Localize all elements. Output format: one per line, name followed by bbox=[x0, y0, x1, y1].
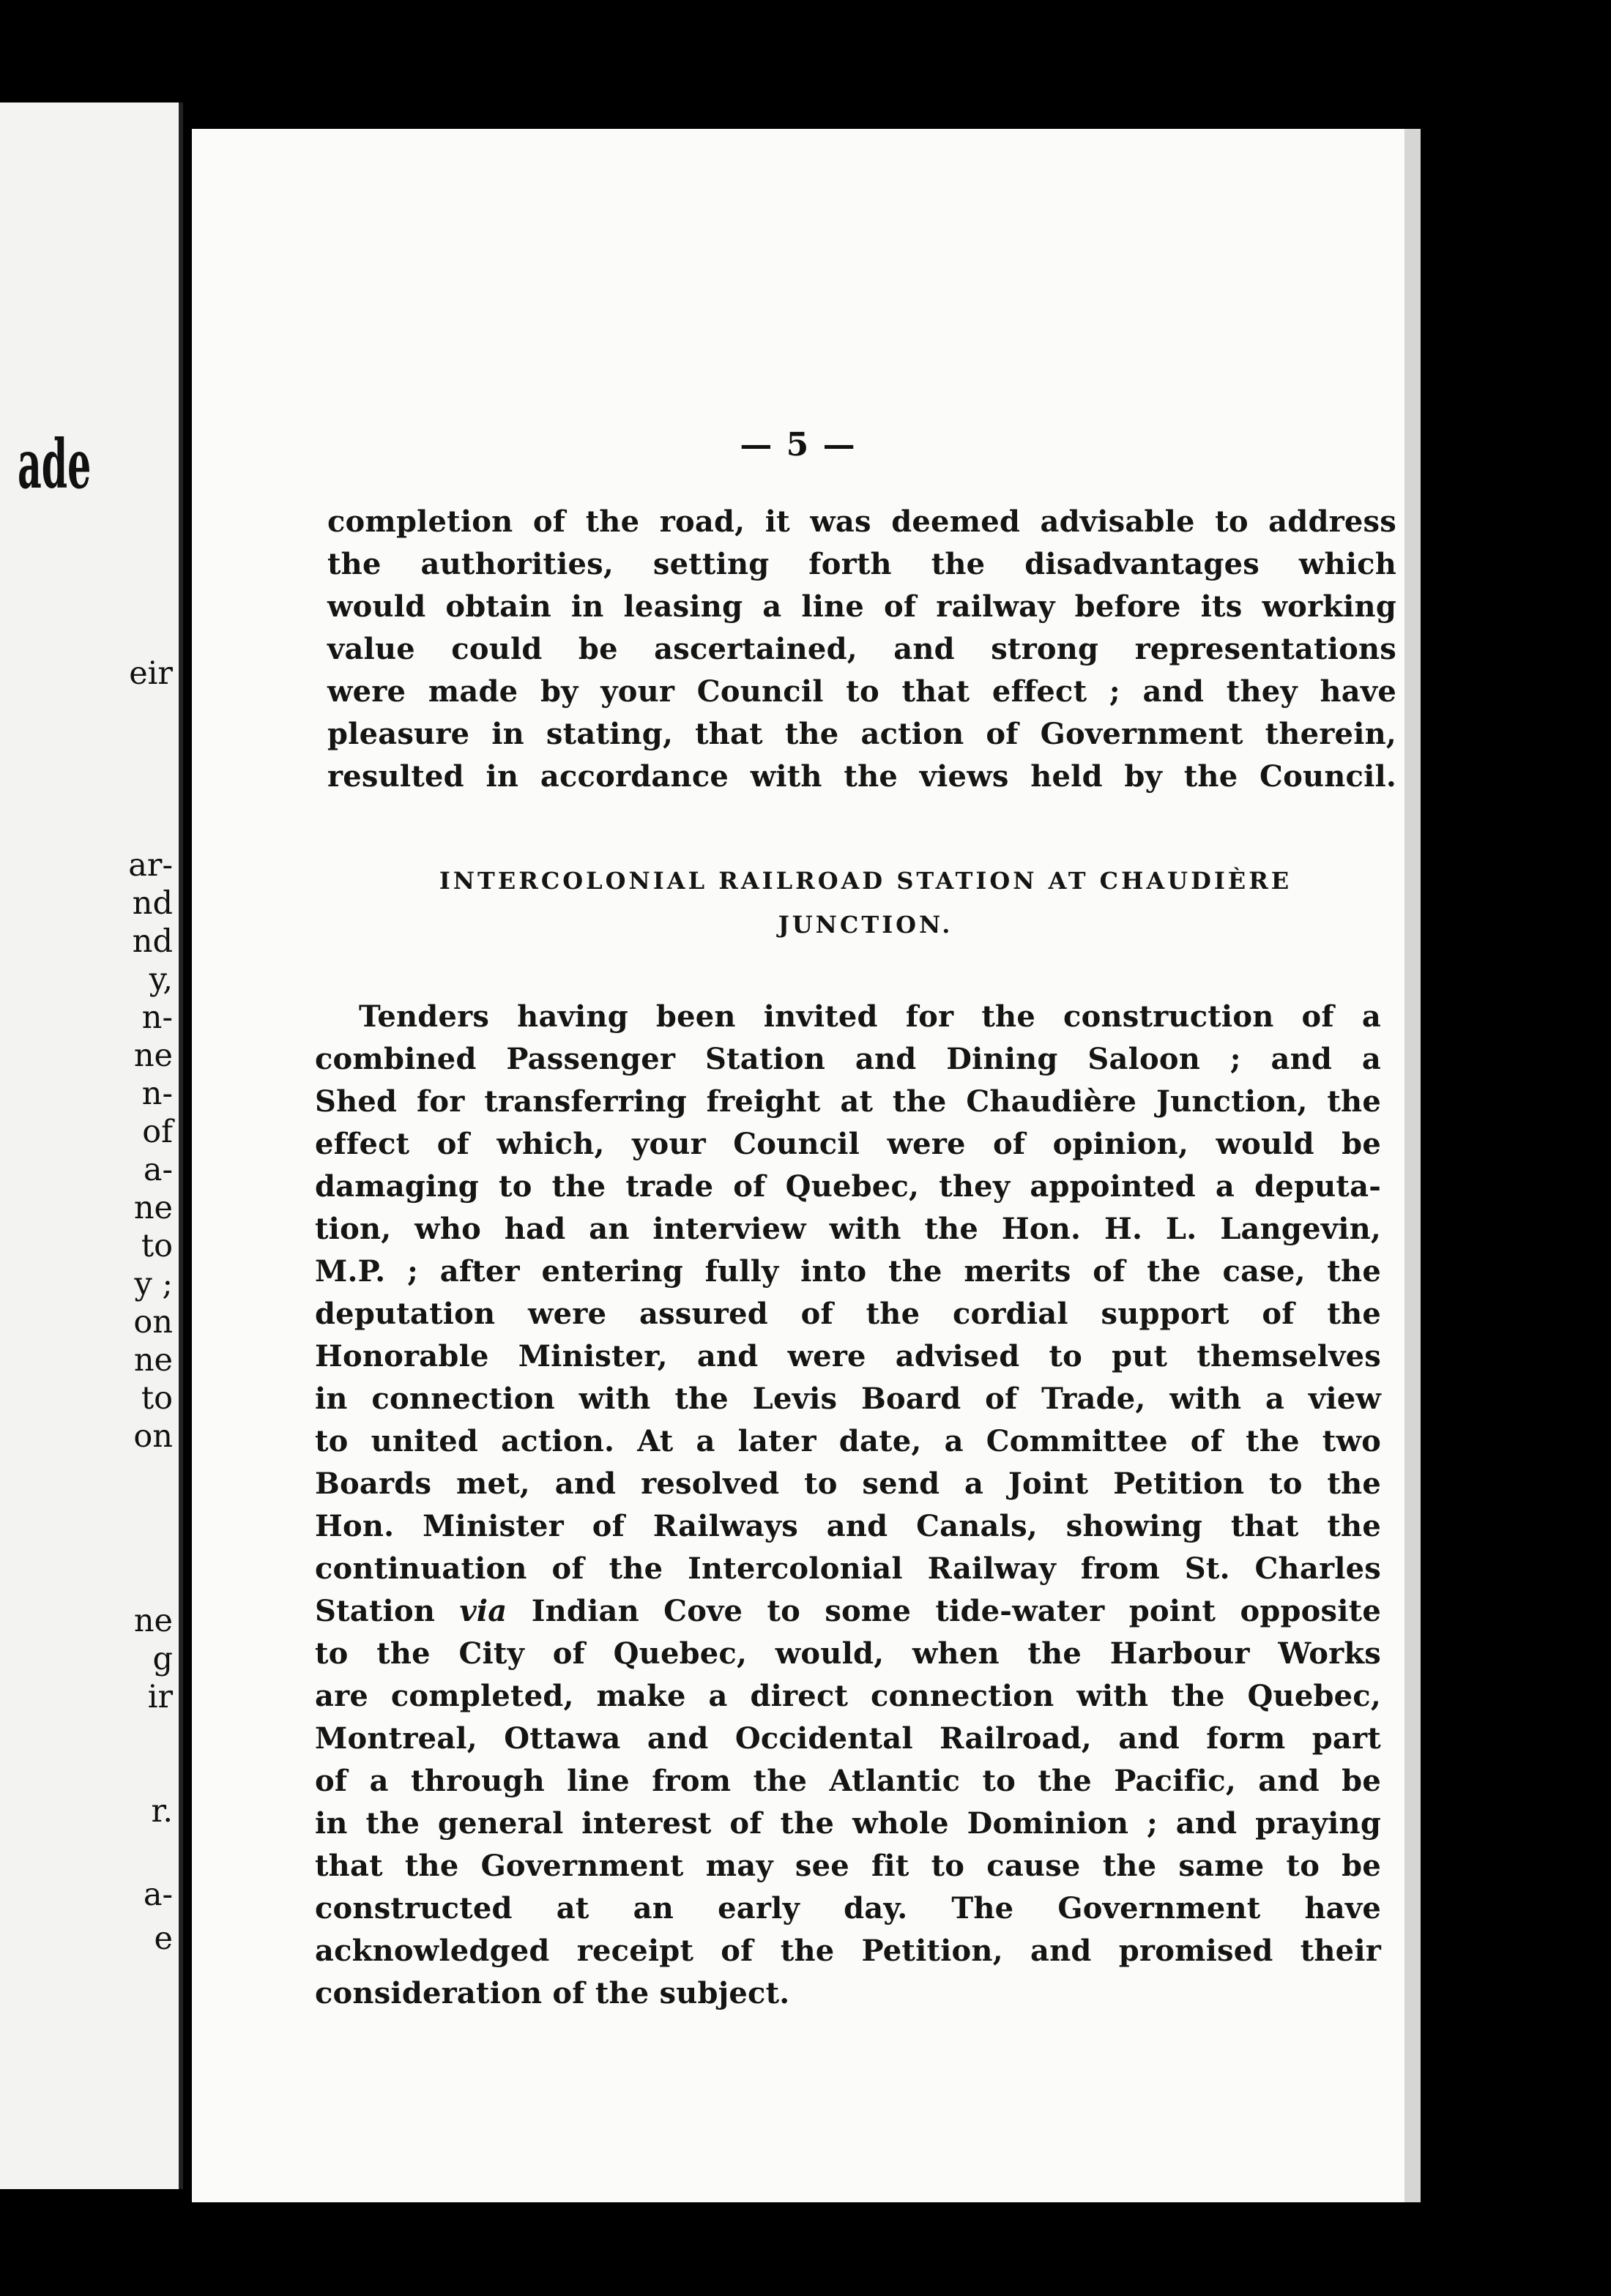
section-heading: INTERCOLONIAL RAILROAD STATION AT CHAUDIÈRE bbox=[439, 867, 1292, 895]
facing-page-fragment: nd bbox=[132, 885, 173, 922]
text-line: consideration of the subject. bbox=[315, 1976, 790, 2010]
text-line: constructed at an early day. The Government have bbox=[315, 1891, 1381, 1926]
facing-page-fragment: n- bbox=[141, 999, 173, 1036]
facing-page-fragment: a- bbox=[143, 1876, 173, 1913]
text-line: Tenders having been invited for the construction of a bbox=[359, 999, 1381, 1034]
document-page bbox=[192, 129, 1421, 2202]
text-line: resulted in accordance with the views held by the Council. bbox=[327, 759, 1396, 794]
text-line: are completed, make a direct connection with the Quebec, bbox=[315, 1679, 1381, 1713]
text-line: value could be ascertained, and strong representations bbox=[327, 632, 1396, 666]
facing-page-fragment: ir bbox=[147, 1679, 173, 1715]
text-line: M.P. ; after entering fully into the merits of the case, the bbox=[315, 1254, 1381, 1289]
text-line: were made by your Council to that effect ; and they have bbox=[327, 674, 1396, 709]
facing-page-fragment: ar- bbox=[128, 847, 173, 884]
text-line: in connection with the Levis Board of Trade, with a view bbox=[315, 1382, 1381, 1416]
facing-page-edge bbox=[0, 102, 183, 2189]
facing-page-fragment: ne bbox=[133, 1190, 173, 1226]
facing-page-fragment: a- bbox=[143, 1152, 173, 1188]
text-line: tion, who had an interview with the Hon. H. L. Langevin, bbox=[315, 1212, 1381, 1246]
text-line: that the Government may see fit to cause the same to be bbox=[315, 1849, 1381, 1883]
text-line: Honorable Minister, and were advised to put themselves bbox=[315, 1339, 1381, 1374]
facing-page-fragment: ne bbox=[133, 1342, 173, 1379]
text-segment: Station bbox=[315, 1594, 436, 1628]
text-line: continuation of the Intercolonial Railway from St. Charles bbox=[315, 1551, 1381, 1586]
facing-page-fragment: n- bbox=[141, 1076, 173, 1112]
facing-page-fragment: r. bbox=[151, 1793, 173, 1830]
section-heading-continued: JUNCTION. bbox=[778, 911, 953, 939]
facing-page-fragment: nd bbox=[132, 923, 173, 960]
facing-page-fragment: eir bbox=[129, 655, 173, 692]
facing-page-fragment: y, bbox=[149, 961, 173, 998]
facing-page-fragment: of bbox=[142, 1114, 173, 1150]
text-line: damaging to the trade of Quebec, they appointed a deputa- bbox=[315, 1169, 1381, 1204]
facing-page-fragment: e bbox=[154, 1920, 173, 1957]
text-segment: Indian Cove to some tide-water point opposite bbox=[531, 1594, 1381, 1628]
facing-page-fragment: ne bbox=[133, 1603, 173, 1639]
facing-page-title-fragment: ade bbox=[18, 425, 92, 504]
text-line: in the general interest of the whole Dominion ; and praying bbox=[315, 1806, 1381, 1841]
text-line: Hon. Minister of Railways and Canals, showing that the bbox=[315, 1509, 1381, 1543]
facing-page-fragment: on bbox=[133, 1304, 173, 1341]
italic-word: via bbox=[459, 1594, 507, 1628]
facing-page-fragment: to bbox=[141, 1228, 173, 1264]
facing-page-fragment: on bbox=[133, 1418, 173, 1455]
text-line: deputation were assured of the cordial support of the bbox=[315, 1297, 1381, 1331]
text-line: Montreal, Ottawa and Occidental Railroad, and form part bbox=[315, 1721, 1381, 1756]
text-line: Boards met, and resolved to send a Joint Petition to the bbox=[315, 1466, 1381, 1501]
page-number: — 5 — bbox=[740, 426, 857, 463]
facing-page-fragment: g bbox=[152, 1641, 173, 1677]
text-line: effect of which, your Council were of opinion, would be bbox=[315, 1127, 1381, 1161]
text-line: completion of the road, it was deemed advisable to address bbox=[327, 504, 1396, 539]
text-line: combined Passenger Station and Dining Saloon ; and a bbox=[315, 1042, 1381, 1076]
facing-page-fragment: y ; bbox=[134, 1266, 173, 1302]
text-line: to united action. At a later date, a Committee of the two bbox=[315, 1424, 1381, 1458]
text-line: would obtain in leasing a line of railway before its working bbox=[327, 589, 1396, 624]
text-line: the authorities, setting forth the disadvantages which bbox=[327, 547, 1396, 581]
text-line: acknowledged receipt of the Petition, and promised their bbox=[315, 1934, 1381, 1968]
facing-page-fragment: ne bbox=[133, 1037, 173, 1074]
text-line-with-italic bbox=[315, 1590, 1381, 1633]
facing-page-fragment: to bbox=[141, 1380, 173, 1417]
paragraph-railway-lease bbox=[327, 501, 1396, 798]
text-line: Shed for transferring freight at the Chaudière Junction, the bbox=[315, 1084, 1381, 1119]
text-line: pleasure in stating, that the action of Government therein, bbox=[327, 717, 1396, 751]
paragraph-chaudiere-junction bbox=[315, 996, 1381, 2015]
text-line: to the City of Quebec, would, when the Harbour Works bbox=[315, 1636, 1381, 1671]
text-line: of a through line from the Atlantic to the Pacific, and be bbox=[315, 1764, 1381, 1798]
